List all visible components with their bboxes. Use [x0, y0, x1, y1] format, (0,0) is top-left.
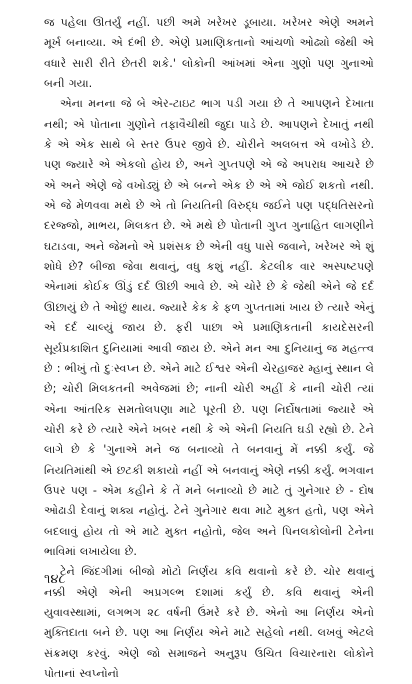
body-text: [44, 13, 374, 684]
paragraph-1: જ પહેલા ઊતર્યું નહીં. પછી અમે ખરેખર ડૂબાયા. ખરેખર એણે અમને મૂર્ખ બનાવ્યા. એ દંભી છે. એણે પ્રમાણિકતાનો આંચળો ઓઢ્યો જેથી એ વધારે સારી રીતે છેતરી શકે.' લોકોની આંખમાં એના ગુણો પણ ગુનાઓ બની ગયા.: [44, 16, 374, 91]
page-number: ૧૪૮: [44, 572, 66, 587]
paragraph-3: ટેને જિંદગીમાં બીજો મોટો નિર્ણય કવિ થવાનો કરે છે. ચોર થવાનું નક્કી એણે એની અપ્રગલ્ભ દશામાં કર્યું છે. કવિ થવાનું એની યુવાવસ્થામાં, લગભગ ૨૮ વર્ષની ઉંમરે કરે છે. એનો આ નિર્ણય એનો મુક્તિદાતા બને છે. પણ આ નિર્ણય એને માટે સહેલો નથી. લખવું એટલે સંક્રમણ કરવું. એણે જો સમાજને અનુરૂપ ઉચિત વિચારનારા લોકોને પોતાનાં સ્વપ્નોનો: [44, 565, 374, 680]
paragraph-2: એના મનના જે બે એર-ટાઇટ ભાગ પડી ગયા છે તે આપણને દેખાતા નથી; એ પોતાના ગુણોને તફાવૈચીથી જુદા પાડે છે. આપણને દેખાતું નથી કે એ એક સાથે બે સ્તર ઉપર જીવે છે. ચોરીને અલબત્ત એ વખોડે છે. પણ જ્યારે એ એકલો હોય છે, અને ગુપ્તપણે એ જે અપરાધ આચરે છે એ અને એણે જે વખોડ્યું છે એ બન્ને એક છે એ એ જોઈ શકતો નથી. એ જે મેળવવા મથે છે એ તો નિયતિની વિરુદ્ધ જઈને પણ પદ્ધતિસરનો દરજ્જો, માભય, મિલકત છે. એ મથે છે પોતાની ગુપ્ત ગુનાહિત લાગણીને ઘટાડવા, અને જેમનો એ પ્રશંસક છે એની વધુ પાસે જવાને, ખરેખર એ શું શોધે છે? બીજા જેવા થવાનું, વધુ કશું નહીં. કેટલીક વાર અસ્પષ્ટપણે એનામાં કોઈક ઊંડું દર્દ ઊછી આવે છે. એ ચોરે છે કે જેથી એને જે દર્દ ઊછાયું છે તે ઓછું થાય. જ્યારે કેક કે ફળ ગુપ્તતામાં ખાય છે ત્યારે એનું એ દર્દ ચાલ્યું જાય છે. ફરી પાછા એ પ્રમાણિકતાની કાયદેસરની સૂર્યપ્રકાશિત દુનિયામાં આવી જાય છે. એને મન આ દુનિયાનું જ મહત્ત્વ છે : ભીખું તો દુઃસ્વપ્ન છે. એને માટે ઈશ્વર એની ચેરહાજર મ્હાનું સ્થાન લે છે; ચોરી મિલકતની અવેજમાં છે; નાની ચોરી અહીં કે નાની ચોરી ત્યાં એના આંતરિક સમતોલપણા માટે પૂરતી છે. પણ નિર્દોષતામાં જ્યારે એ ચોરી કરે છે ત્યારે એને ખબર નથી કે એ એની નિયતિ ઘડી રહ્યો છે. ટેને લાગે છે કે 'ગુનાએ મને જ બનાવ્યો તે બનવાનું મેં નક્કી કર્યું. જે નિયતિમાંથી એ છટકી શકાયો નહીં એ બનવાનું એણે નક્કી કર્યું. ભગવાન ઉપર પણ - એમ કહીને કે તેં મને બનાવ્યો છે માટે તું ગુનેગાર છે - દોષ ઓઢાડી દેવાનું શક્ય નહોતું. ટેને ગુનેગાર થવા માટે મુક્ત હતો, પણ એને બદલાવું હોય તો એ માટે મુક્ત નહોતો, જેલ અને પિનલકોલોની ટેનેના ભાવિમાં લખાયેલા છે.: [44, 97, 374, 558]
